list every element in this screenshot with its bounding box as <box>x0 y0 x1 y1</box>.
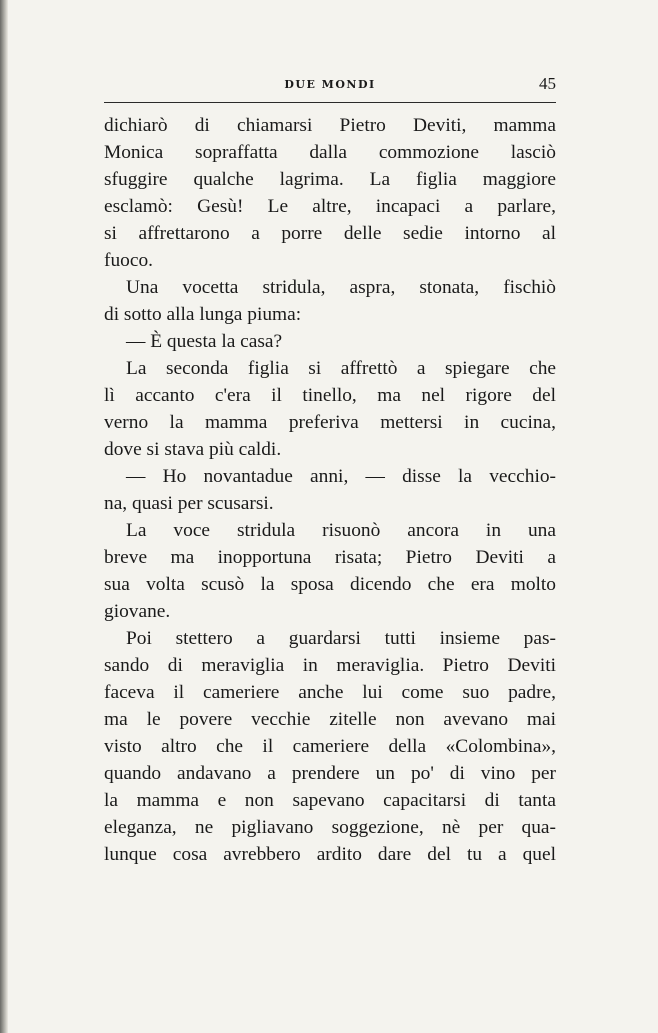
text-line: faceva il cameriere anche lui come suo padre, <box>104 682 556 703</box>
text-line: lunque cosa avrebbero ardito dare del tu a quel <box>104 844 556 865</box>
running-title: DUE MONDI <box>284 78 376 91</box>
text-line: — È questa la casa? <box>126 331 283 352</box>
page-number: 45 <box>539 74 556 93</box>
text-line: La voce stridula risuonò ancora in una <box>126 520 556 541</box>
text-line: visto altro che il cameriere della «Colombina», <box>104 736 556 757</box>
text-line: si affrettarono a porre delle sedie intorno al <box>104 223 556 244</box>
text-line: Poi stettero a guardarsi tutti insieme pas- <box>126 628 556 649</box>
body-text <box>104 112 556 868</box>
text-line: esclamò: Gesù! Le altre, incapaci a parlare, <box>104 196 556 217</box>
text-line: na, quasi per scusarsi. <box>104 493 274 514</box>
text-line: verno la mamma preferiva mettersi in cucina, <box>104 412 556 433</box>
page-binding-edge <box>0 0 8 1033</box>
text-line: dove si stava più caldi. <box>104 439 282 460</box>
text-line: Una vocetta stridula, aspra, stonata, fischiò <box>126 277 556 298</box>
text-line: fuoco. <box>104 250 153 271</box>
text-line: lì accanto c'era il tinello, ma nel rigore del <box>104 385 556 406</box>
text-line: La seconda figlia si affrettò a spiegare che <box>126 358 556 379</box>
text-line: quando andavano a prendere un po' di vino per <box>104 763 556 784</box>
header-rule <box>104 102 556 103</box>
text-line: la mamma e non sapevano capacitarsi di tanta <box>104 790 556 811</box>
text-line: di sotto alla lunga piuma: <box>104 304 302 325</box>
text-line: breve ma inopportuna risata; Pietro Deviti a <box>104 547 556 568</box>
text-line: eleganza, ne pigliavano soggezione, nè per qua- <box>104 817 556 838</box>
text-line: ma le povere vecchie zitelle non avevano mai <box>104 709 556 730</box>
text-line: sua volta scusò la sposa dicendo che era molto <box>104 574 556 595</box>
text-line: giovane. <box>104 601 171 622</box>
text-line: dichiarò di chiamarsi Pietro Deviti, mamma <box>104 115 556 136</box>
page-header <box>104 72 556 100</box>
text-line: Monica sopraffatta dalla commozione lasciò <box>104 142 556 163</box>
text-line: sfuggire qualche lagrima. La figlia maggiore <box>104 169 556 190</box>
text-line: — Ho novantadue anni, — disse la vecchio- <box>126 466 556 487</box>
text-line: sando di meraviglia in meraviglia. Pietro Deviti <box>104 655 556 676</box>
